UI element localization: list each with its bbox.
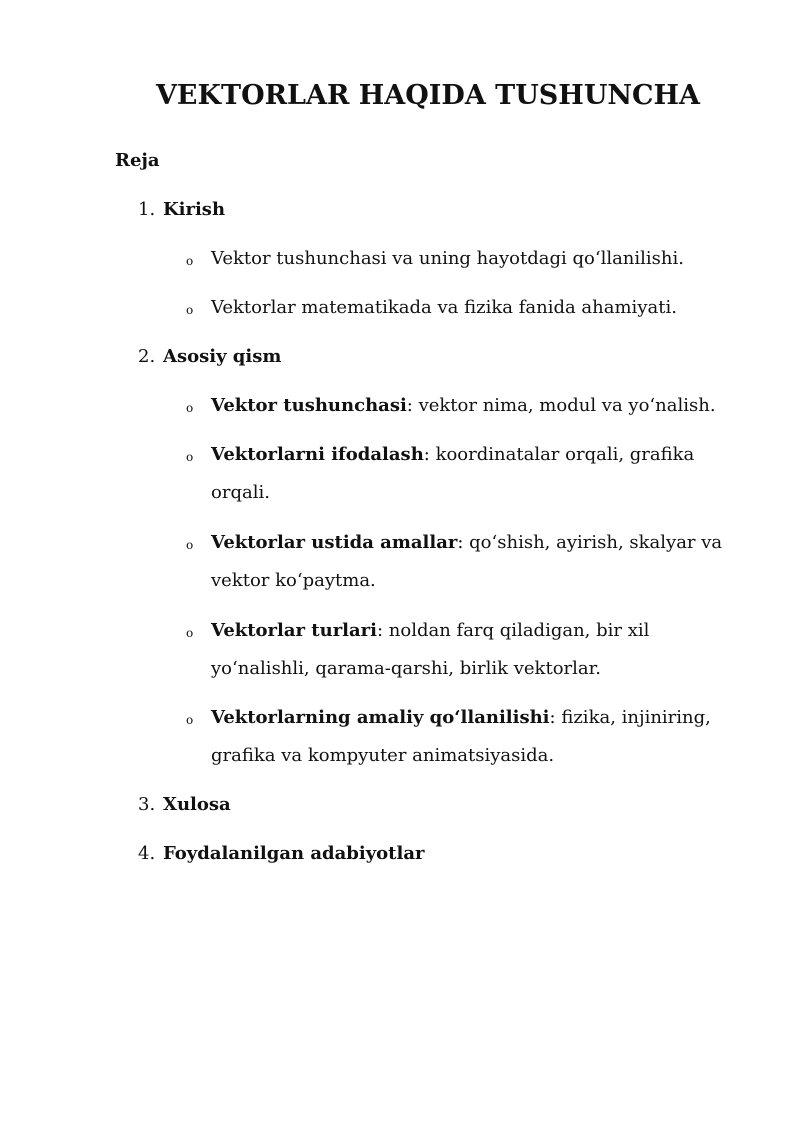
section-label: Xulosa [163, 794, 231, 815]
list-item-text [211, 289, 741, 327]
list-item-desc: : koordinatalar orqali, grafika orqali. [211, 444, 695, 503]
section-label: Kirish [163, 199, 226, 220]
bullet-icon: o [186, 450, 194, 464]
list-item-text [211, 612, 741, 688]
list-item-text [211, 524, 741, 600]
section-number: 4. [138, 843, 156, 864]
list-item-term: Vektorlarni ifodalash [211, 444, 424, 465]
section-number: 1. [138, 199, 156, 220]
list-item-desc: Vektorlar matematikada va fizika fanida ahamiyati. [211, 297, 677, 318]
list-item-text [211, 699, 741, 775]
list-item-desc: : noldan farq qiladigan, bir xil yo‘nalishli, qarama-qarshi, birlik vektorlar. [211, 620, 650, 679]
list-item-term: Vektorlar turlari [211, 620, 377, 641]
list-item-desc: : fizika, injiniring, grafika va kompyuter animatsiyasida. [211, 707, 711, 766]
list-item-desc: Vektor tushunchasi va uning hayotdagi qo‘llanilishi. [211, 248, 684, 269]
section-label: Asosiy qism [163, 346, 282, 367]
list-item-desc: : vektor nima, modul va yo‘nalish. [406, 395, 716, 416]
section-label: Foydalanilgan adabiyotlar [163, 843, 425, 864]
bullet-icon: o [186, 626, 194, 640]
section-number: 2. [138, 346, 156, 367]
bullet-icon: o [186, 713, 194, 727]
list-item-desc: : qo‘shish, ayirish, skalyar va vektor ko‘paytma. [211, 532, 723, 591]
bullet-icon: o [186, 254, 194, 268]
bullet-icon: o [186, 303, 194, 317]
list-item-term: Vektorlar ustida amallar [211, 532, 458, 553]
list-item-text [211, 387, 741, 425]
plan-heading: Reja [115, 150, 160, 171]
bullet-icon: o [186, 538, 194, 552]
bullet-icon: o [186, 401, 194, 415]
list-item-term: Vektor tushunchasi [211, 395, 407, 416]
document-title: VEKTORLAR HAQIDA TUSHUNCHA [155, 80, 700, 111]
list-item-text [211, 436, 741, 512]
list-item-text [211, 240, 741, 278]
list-item-term: Vektorlarning amaliy qo‘llanilishi [211, 707, 550, 728]
section-number: 3. [138, 794, 156, 815]
